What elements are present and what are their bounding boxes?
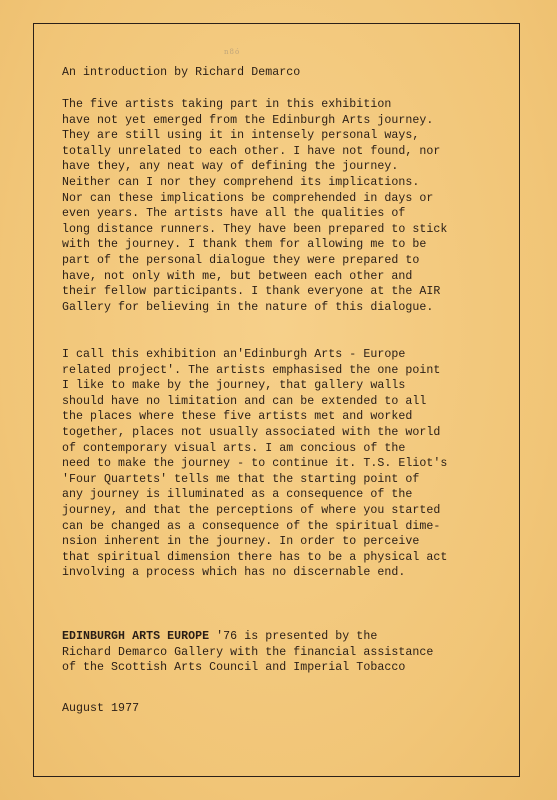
line-9: long distance runners. They have been prepared to stick (62, 222, 448, 236)
introduction-heading: An introduction by Richard Demarco (62, 66, 301, 79)
line-10: any journey is illuminated as a consequence of the (62, 488, 413, 502)
line-13: their fellow participants. I thank everyone at the AIR (62, 285, 441, 299)
line-11: part of the personal dialogue they were prepared to (62, 253, 420, 267)
line-1: I call this exhibition an'Edinburgh Arts - Europe (62, 348, 406, 361)
line-14: that spiritual dimension there has to be a physical act (62, 550, 448, 564)
line-2: related project'. The artists emphasised the one point (62, 363, 441, 377)
line-3: of the Scottish Arts Council and Imperial Tobacco (62, 661, 406, 675)
line-6: together, places not usually associated with the world (62, 425, 441, 439)
line-12: can be changed as a consequence of the spiritual dime- (62, 519, 441, 533)
line-7: Nor can these implications be comprehended in days or (62, 191, 434, 205)
line-6: Neither can I nor they comprehend its implications. (62, 175, 420, 189)
line-9: 'Four Quartets' tells me that the starting point of (62, 472, 420, 486)
line-4: totally unrelated to each other. I have not found, nor (62, 144, 441, 158)
line-5: have they, any neat way of defining the journey. (62, 160, 399, 174)
date: August 1977 (62, 702, 140, 715)
line-11: journey, and that the perceptions of where you started (62, 503, 441, 517)
line-10: with the journey. I thank them for allowing me to be (62, 238, 427, 252)
paragraph-2 (62, 347, 517, 581)
line-5: the places where these five artists met and worked (62, 410, 413, 424)
exhibition-title: EDINBURGH ARTS EUROPE (62, 630, 210, 643)
line-12: have, not only with me, but between each other and (62, 269, 413, 283)
line-4: should have no limitation and can be extended to all (62, 394, 427, 408)
line-7: of contemporary visual arts. I am concious of the (62, 441, 406, 455)
line-8: even years. The artists have all the qualities of (62, 207, 406, 221)
line-14: Gallery for believing in the nature of this dialogue. (62, 300, 434, 314)
paragraph-1 (62, 97, 517, 315)
line-8: need to make the journey - to continue it. T.S. Eliot's (62, 457, 448, 471)
line-1-rest: '76 is presented by the (209, 630, 378, 643)
paragraph-3 (62, 629, 517, 676)
line-2: Richard Demarco Gallery with the financial assistance (62, 645, 434, 659)
line-13: nsion inherent in the journey. In order to perceive (62, 535, 420, 549)
line-15: involving a process which has no discernable end. (62, 566, 406, 580)
line-3: They are still using it in intensely personal ways, (62, 129, 420, 143)
line-3: I like to make by the journey, that gallery walls (62, 379, 406, 393)
line-1: The five artists taking part in this exhibition (62, 98, 392, 111)
pencil-mark: n8ó (224, 48, 241, 56)
line-2: have not yet emerged from the Edinburgh Arts journey. (62, 113, 434, 127)
